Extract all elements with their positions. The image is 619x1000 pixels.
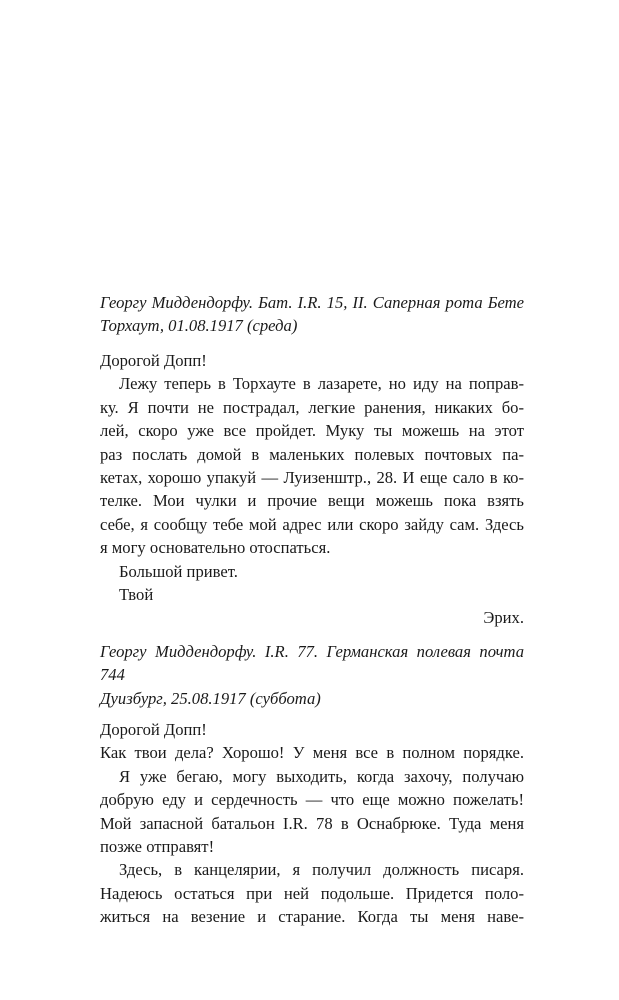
letter-2-heading-recipient: Георгу Миддендорфу. I.R. 77. Германская полевая почта [100, 642, 524, 661]
letter-2-line: Здесь, в канцелярии, я получил должность писаря. [119, 860, 524, 880]
letter-1-line: ку. Я почти не пострадал, легкие ранения, никаких бо- [100, 397, 524, 417]
letter-1-closing: Твой [119, 585, 154, 605]
letter-2-line: Надеюсь остаться при ней подольше. Придется поло- [100, 883, 524, 903]
letter-1-line: лей, скоро уже все пройдет. Муку ты можешь на этот [100, 421, 524, 441]
letter-1-line: телке. Мои чулки и прочие вещи можешь пока взять [100, 491, 524, 511]
letter-2-body [100, 718, 524, 929]
letter-1-line: себе, я сообщу тебе мой адрес или скоро зайду сам. Здесь [100, 514, 524, 534]
letter-1-heading-recipient: Георгу Миддендорфу. Бат. I.R. 15, II. Саперная рота Бете [100, 293, 524, 312]
letter-2-heading-place-date: Дуизбург, 25.08.1917 (суббота) [100, 688, 321, 708]
letter-1-line: Лежу теперь в Торхауте в лазарете, но иду на поправ- [119, 374, 524, 394]
letter-2-line: добрую еду и сердечность — что еще можно пожелать! [100, 790, 524, 810]
letter-2-line: Как твои дела? Хорошо! У меня все в полном порядке. [100, 743, 524, 763]
letter-1-body [100, 349, 524, 630]
letter-2-line: Я уже бегаю, могу выходить, когда захочу, получаю [119, 766, 524, 786]
letter-2-line: Мой запасной батальон I.R. 78 в Оснабрюке. Туда меня [100, 813, 524, 833]
letter-1-greeting: Дорогой Допп! [100, 351, 207, 370]
letter-1-line: я могу основательно отоспаться. [100, 538, 331, 558]
letter-2 [100, 640, 524, 710]
letter-2-greeting: Дорогой Допп! [100, 720, 207, 739]
letter-1 [100, 291, 524, 338]
letter-2-heading-number: 744 [100, 665, 125, 685]
letter-1-line: кетах, хорошо упакуй — Луизенштр., 28. И еще сало в ко- [100, 468, 524, 488]
letter-2-line: житься на везение и старание. Когда ты меня наве- [100, 907, 524, 927]
letter-1-heading-place-date: Торхаут, 01.08.1917 (среда) [100, 316, 298, 336]
letter-2-line: позже отправят! [100, 837, 215, 857]
letter-1-signature: Эрих. [483, 608, 524, 628]
letter-1-closing: Большой привет. [119, 561, 238, 581]
letter-1-line: раз послать домой в маленьких полевых почтовых па- [100, 444, 524, 464]
